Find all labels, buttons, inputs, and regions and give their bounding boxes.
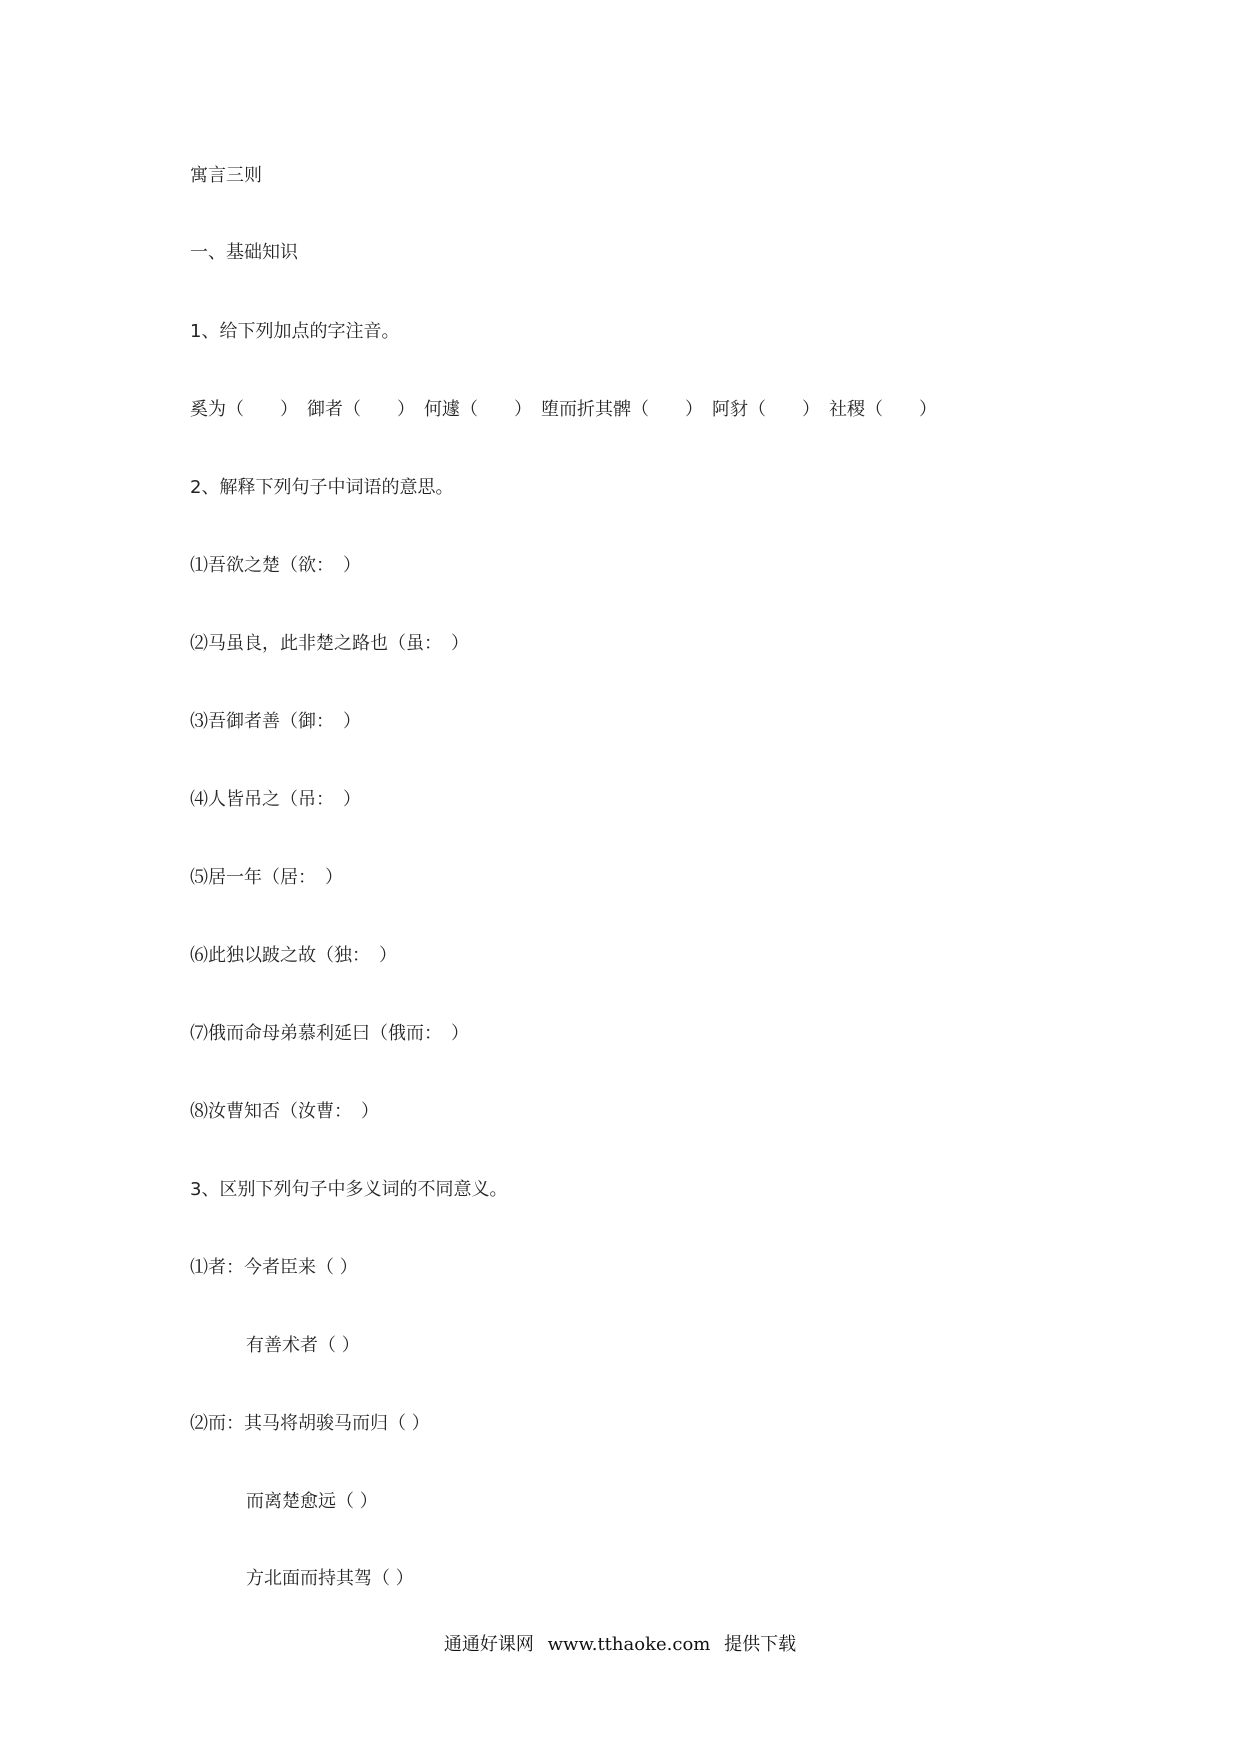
question-2-item: ⑴吾欲之楚（欲： ）	[190, 555, 361, 576]
question-2-item: ⑹此独以跛之故（独： ）	[190, 945, 397, 966]
footer-site-name: 通通好课网	[443, 1634, 534, 1655]
question-1-heading: 1、给下列加点的字注音。	[190, 321, 400, 342]
question-2-item: ⑸居一年（居： ）	[190, 867, 343, 888]
question-3-item: 方北面而持其驾（ ）	[246, 1568, 414, 1589]
section-heading-basics: 一、基础知识	[190, 242, 298, 263]
footer-url-link[interactable]: www.tthaoke.com	[547, 1634, 711, 1655]
question-3-item: 有善术者（ ）	[246, 1335, 360, 1356]
question-2-item: ⑻汝曹知否（汝曹： ）	[190, 1101, 379, 1122]
question-2-item: ⑺俄而命母弟慕利延曰（俄而： ）	[190, 1023, 469, 1044]
document-title: 寓言三则	[190, 165, 262, 186]
question-2-heading: 2、解释下列句子中词语的意思。	[190, 477, 454, 498]
question-3-heading: 3、区别下列句子中多义词的不同意义。	[190, 1179, 508, 1200]
page-footer	[0, 1633, 1240, 1657]
question-3-item: ⑴者：今者臣来（ ）	[190, 1257, 358, 1278]
question-2-item: ⑵马虽良，此非楚之路也（虽： ）	[190, 633, 469, 654]
question-3-item: 而离楚愈远（ ）	[246, 1491, 378, 1512]
footer-suffix: 提供下载	[724, 1634, 797, 1655]
question-1-items: 奚为（ ） 御者（ ） 何遽（ ） 堕而折其髀（ ） 阿豺（ ） 社稷（ ）	[190, 399, 937, 420]
question-2-item: ⑷人皆吊之（吊： ）	[190, 789, 361, 810]
question-3-item: ⑵而：其马将胡骏马而归（ ）	[190, 1413, 430, 1434]
question-2-item: ⑶吾御者善（御： ）	[190, 711, 361, 732]
